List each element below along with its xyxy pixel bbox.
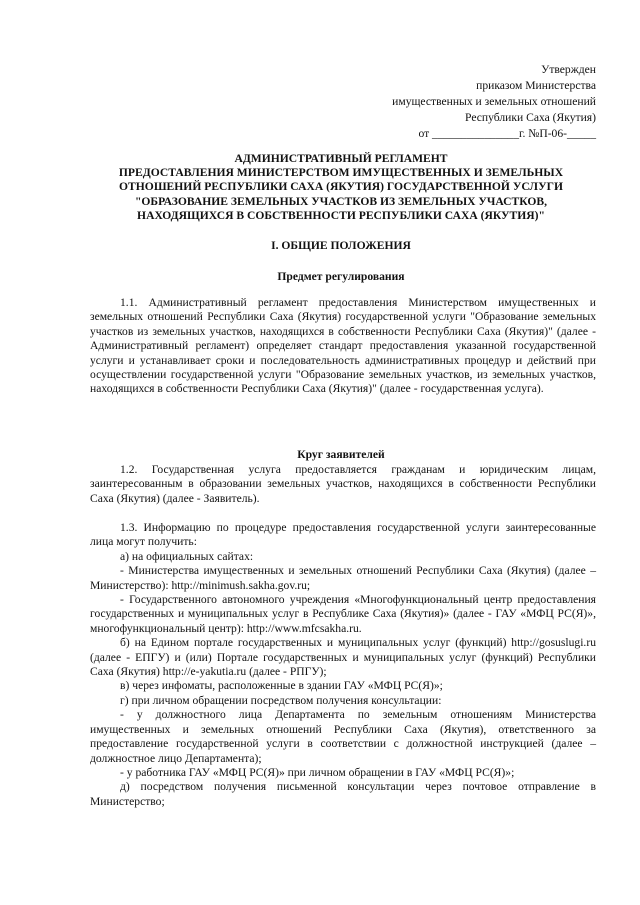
paragraph-1-3: 1.3. Информацию по процедуре предоставления государственной услуги заинтересованные лица могут получить: bbox=[90, 521, 596, 549]
applicants-heading: Круг заявителей bbox=[297, 448, 385, 461]
list-item-d: д) посредством получения письменной консультации через почтовое отправление в Министерство; bbox=[90, 780, 596, 808]
list-item-v: в) через инфоматы, расположенные в здании ГАУ «МФЦ РС(Я)»; bbox=[120, 679, 443, 693]
paragraph-1-1: 1.1. Административный регламент предоставления Министерством имущественных и земельных отношений Республики Саха (Якутия) государственной услуги "Образование земельных участков из земельных участков, находящихся в собственности Республики Саха (Якутия)" (далее - Административный регламент) определяет стандарт предоставления указанной государственной услуги и устанавливает сроки и последовательность административных процедур и действий при осуществлении государственной услуги "Образование земельных участков, из земельных участков, находящихся в собственности Республики Саха (Якутия)" (далее - государственная услуга). bbox=[90, 296, 596, 396]
approval-line-2: приказом Министерства bbox=[476, 79, 596, 92]
list-item-mfc-site: - Государственного автономного учреждения «Многофункциональный центр предоставления государственных и муниципальных услуг в Республике Саха (Якутия)» (далее - ГАУ «МФЦ РС(Я)», многофункциональный центр): http://www.mfcsakha.ru. bbox=[90, 593, 596, 635]
list-item-mfc-worker: - у работника ГАУ «МФЦ РС(Я)» при личном обращении в ГАУ «МФЦ РС(Я)»; bbox=[120, 765, 515, 779]
list-item-ministry-site: - Министерства имущественных и земельных отношений Республики Саха (Якутия) (далее – Министерство): http://minimush.sakha.gov.ru; bbox=[90, 564, 596, 592]
approval-line-1: Утвержден bbox=[541, 63, 596, 76]
info-body bbox=[90, 521, 596, 809]
approval-line-4: Республики Саха (Якутия) bbox=[465, 111, 596, 124]
list-item-g: г) при личном обращении посредством получения консультации: bbox=[120, 693, 442, 707]
applicants-body bbox=[90, 463, 596, 506]
subject-body bbox=[90, 296, 596, 397]
document-title bbox=[86, 152, 596, 223]
title-line-5: НАХОДЯЩИХСЯ В СОБСТВЕННОСТИ РЕСПУБЛИКИ САХА (ЯКУТИЯ)" bbox=[137, 208, 545, 222]
list-item-a: а) на официальных сайтах: bbox=[120, 549, 254, 563]
title-line-4: "ОБРАЗОВАНИЕ ЗЕМЕЛЬНЫХ УЧАСТКОВ ИЗ ЗЕМЕЛЬНЫХ УЧАСТКОВ, bbox=[134, 194, 548, 208]
section-heading: I. ОБЩИЕ ПОЛОЖЕНИЯ bbox=[271, 239, 411, 252]
title-line-1: АДМИНИСТРАТИВНЫЙ РЕГЛАМЕНТ bbox=[234, 152, 448, 165]
title-line-2: ПРЕДОСТАВЛЕНИЯ МИНИСТЕРСТВОМ ИМУЩЕСТВЕННЫХ И ЗЕМЕЛЬНЫХ bbox=[118, 166, 564, 180]
subject-heading: Предмет регулирования bbox=[277, 270, 405, 283]
paragraph-1-2: 1.2. Государственная услуга предоставляется гражданам и юридическим лицам, заинтересованным в образовании земельных участков, находящихся в собственности Республики Саха (Якутия) (далее - Заявитель). bbox=[90, 463, 596, 505]
approval-line-3: имущественных и земельных отношений bbox=[392, 95, 596, 108]
list-item-department-official: - у должностного лица Департамента по земельным отношениям Министерства имущественных и земельных отношений Республики Саха (Якутия), ответственного за предоставление государственной услуги в соответствии с должностной инструкцией (далее – должностное лицо Департамента); bbox=[90, 708, 596, 765]
approval-line-5: от _______________г. №П-06-_____ bbox=[418, 127, 596, 140]
list-item-b: б) на Едином портале государственных и муниципальных услуг (функций) http://gosuslugi.ru (далее - ЕПГУ) и (или) Портале государственных и муниципальных услуг (функций) Республики Саха (Якутия) http://e-yakutia.ru (далее - РПГУ); bbox=[90, 636, 596, 679]
approval-stamp bbox=[392, 62, 596, 142]
title-line-3: ОТНОШЕНИЙ РЕСПУБЛИКИ САХА (ЯКУТИЯ) ГОСУДАРСТВЕННОЙ УСЛУГИ bbox=[119, 180, 563, 194]
